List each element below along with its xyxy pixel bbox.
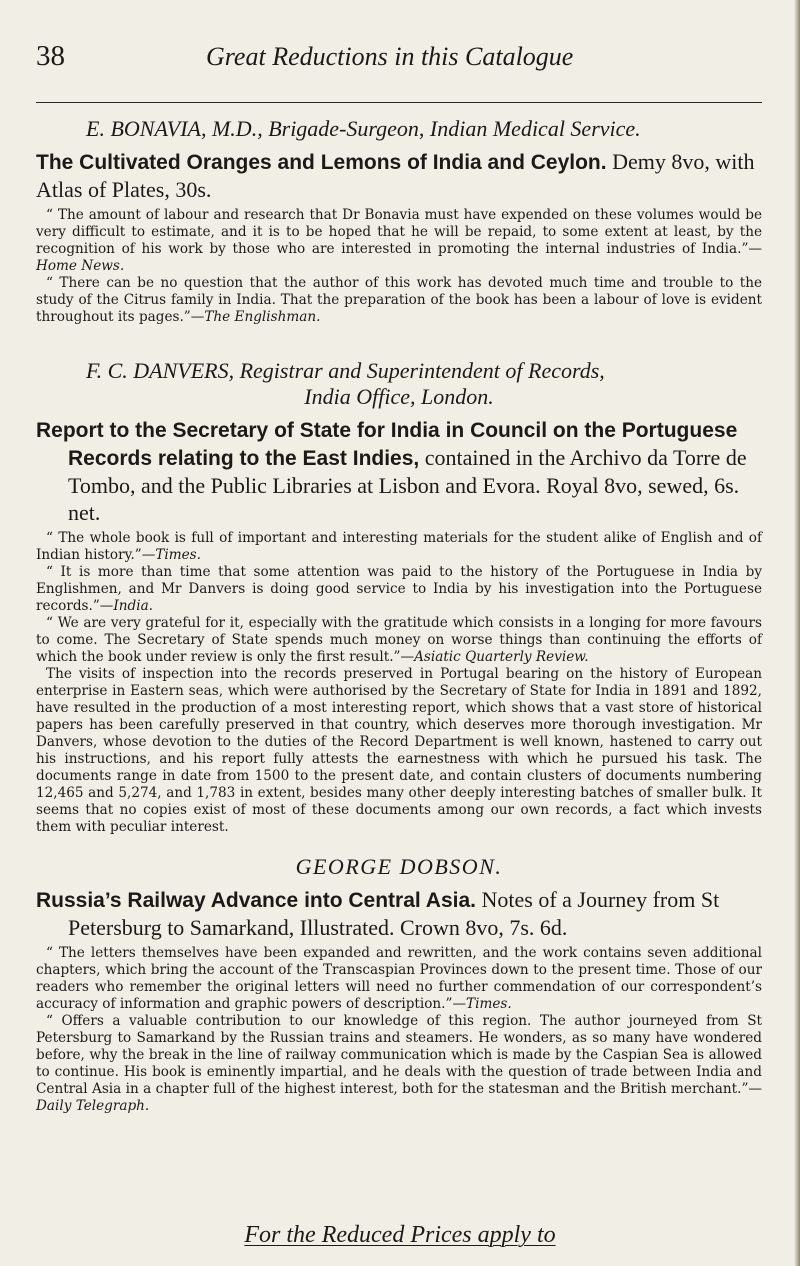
book-title-line [36, 886, 762, 941]
book-title-line [36, 148, 762, 203]
review-source: Daily Telegraph. [36, 1098, 150, 1114]
review-quote [36, 945, 762, 1013]
review-text: “ The amount of labour and research that Dr Bonavia must have expended on these volumes would be very difficult to estimate, and it is to be hoped that he will be repaid, to some extent at least, by the recognition of his work by those who are interested in promoting the internal industries of India.”— [36, 207, 762, 257]
running-title: Great Reductions in this Catalogue [206, 42, 574, 71]
review-text: “ It is more than time that some attention was paid to the history of the Portuguese in India by Englishmen, and Mr Danvers is doing good service to India by his investigation into the Portuguese records.”— [36, 564, 762, 614]
review-quote [36, 275, 762, 326]
review-quote [36, 615, 762, 666]
page-header [36, 22, 762, 82]
entry-author: F. C. DANVERS, Registrar and Superintendent of Records, [86, 358, 605, 383]
review-text: “ The whole book is full of important and interesting materials for the student alike of English and of Indian history.”— [36, 530, 762, 563]
catalogue-entry-dobson [36, 854, 762, 1115]
catalogue-page [36, 22, 762, 1141]
catchline-text: For the Reduced Prices apply to [244, 1222, 556, 1248]
entry-author [36, 854, 762, 880]
book-details: Demy 8vo, with Atlas of Plates, 30s. [36, 149, 755, 202]
review-source: India. [113, 598, 153, 614]
review-quote [36, 564, 762, 615]
review-source: The Englishman. [204, 309, 321, 325]
entry-author-office: India Office, London. [304, 384, 494, 409]
book-details: Notes of a Journey from St Petersburg to Samarkand, Illustrated. Crown 8vo, 7s. 6d. [68, 887, 720, 940]
header-rule [36, 102, 762, 103]
review-source: Home News. [36, 258, 125, 274]
review-source: Times. [466, 996, 512, 1012]
book-title: Russia’s Railway Advance into Central Asia. [36, 889, 476, 912]
book-details: contained in the Archivo da Torre de Tombo, and the Public Libraries at Lisbon and Evora. Royal 8vo, sewed, 6s. net. [68, 445, 747, 525]
page-edge-shadow [794, 0, 800, 1266]
catalogue-entry-danvers [36, 358, 762, 836]
review-quote [36, 1013, 762, 1115]
review-quote [36, 530, 762, 564]
entry-author: E. BONAVIA, M.D., Brigade-Surgeon, Indian Medical Service. [86, 116, 641, 141]
review-text: “ The letters themselves have been expanded and rewritten, and the work contains seven additional chapters, which bring the account of the Transcaspian Provinces down to the present time. Those of our readers who remember the original letters will need no further commendation of our correspondent’s accuracy of information and graphic powers of description.”— [36, 945, 762, 1012]
review-text: “ There can be no question that the author of this work has devoted much time and trouble to the study of the Citrus family in India. That the preparation of the book has been a labour of love is evident throughout its pages.”— [36, 275, 762, 325]
book-title-line [36, 416, 762, 526]
book-title: The Cultivated Oranges and Lemons of India and Ceylon. [36, 151, 607, 174]
review-source: Times. [155, 547, 201, 563]
author-name: GEORGE DOBSON. [295, 854, 503, 879]
catalogue-entry-bonavia [36, 116, 762, 326]
review-text: “ Offers a valuable contribution to our knowledge of this region. The author journeyed from St Petersburg to Samarkand by the Russian trains and steamers. He wonders, as so many have wondered before, why the break in the line of railway communication which is made by the Caspian Sea is allowed to continue. His book is eminently impartial, and he deals with the question of trade between India and Central Asia in a chapter full of the highest interest, both for the statesman and the British merchant.”— [36, 1013, 762, 1097]
review-text: The visits of inspection into the records preserved in Portugal bearing on the history of European enterprise in Eastern seas, which were authorised by the Secretary of State for India in 1891 and 1892, have resulted in the production of a most interesting report, which shows that a vast store of historical papers has been carefully preserved in that country, which deserves more thorough investigation. Mr Danvers, whose devotion to the duties of the Record Department is well known, hastened to carry out his instructions, and his report fully attests the earnestness with which he pursued his task. The documents range in date from 1500 to the present date, and contain clusters of documents numbering 12,465 and 5,274, and 1,783 in extent, besides many other deeply interesting batches of smaller bulk. It seems that no copies exist of most of these documents among our own records, a fact which invests them with peculiar interest. [36, 666, 762, 835]
footer-catchline [0, 1222, 800, 1249]
review-quote [36, 207, 762, 275]
review-text: “ We are very grateful for it, especially with the gratitude which consists in a longing for more favours to come. The Secretary of State spends much money on worse things than continuing the efforts of which the book under review is only the first result.”— [36, 615, 762, 665]
review-paragraph [36, 666, 762, 836]
review-source: Asiatic Quarterly Review. [414, 649, 589, 665]
book-title: Report to the Secretary of State for India in Council on the Portuguese Records relating to the East Indies, [36, 419, 738, 470]
page-number: 38 [36, 40, 65, 72]
